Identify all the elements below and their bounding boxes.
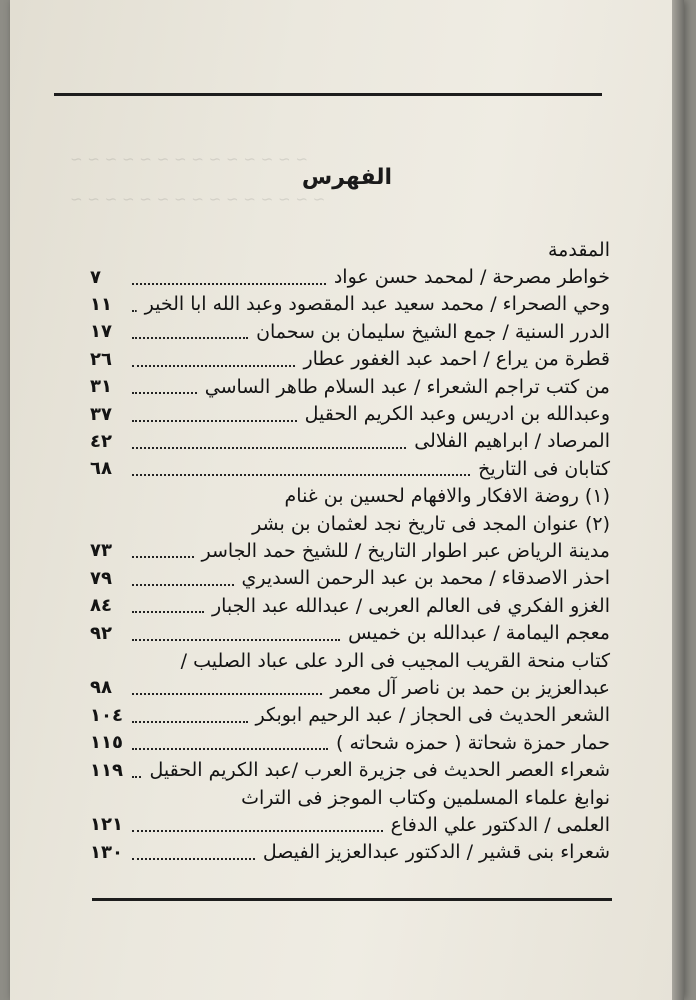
dot-leader	[132, 692, 322, 695]
toc-entry	[90, 346, 610, 373]
toc-entry-text: مدينة الرياض عبر اطوار التاريخ / للشيخ حمد الجاسر	[201, 539, 610, 562]
toc-page-number: ٧٩	[90, 567, 112, 589]
toc-page-number: ٩٢	[90, 622, 112, 644]
toc-entry	[90, 702, 610, 729]
toc-page-number: ٩٨	[90, 677, 112, 699]
toc-entry-text: كتاب منحة القريب المجيب فى الرد على عباد الصليب /	[180, 649, 610, 672]
toc-entry-text: معجم اليمامة / عبدالله بن خميس	[348, 622, 610, 645]
table-of-contents	[90, 236, 610, 866]
dot-leader	[132, 857, 255, 860]
toc-entry-text: الشعر الحديث فى الحجاز / عبد الرحيم ابوبكر	[255, 704, 610, 727]
toc-entry-text: الدرر السنية / جمع الشيخ سليمان بن سحمان	[256, 320, 610, 343]
toc-entry	[90, 263, 610, 290]
toc-page-number: ٧٣	[90, 540, 112, 562]
toc-entry	[90, 373, 610, 400]
dot-leader	[132, 419, 297, 422]
page-title: الفهرس	[301, 165, 393, 190]
toc-page-number: ٧	[90, 266, 101, 288]
toc-entry-text: وعبدالله بن ادريس وعبد الكريم الحقيل	[304, 403, 610, 426]
show-through-text: ~ ~ ~ ~ ~ ~ ~ ~ ~ ~ ~ ~ ~ ~	[70, 150, 308, 168]
toc-page-number: ١١٩	[90, 759, 123, 781]
toc-entry	[90, 784, 610, 811]
dot-leader	[132, 775, 141, 778]
toc-entry	[90, 236, 610, 263]
bottom-rule	[92, 898, 612, 901]
toc-entry	[90, 291, 610, 318]
toc-page-number: ١٠٤	[90, 704, 123, 726]
dot-leader	[132, 446, 406, 449]
toc-entry-text: المرصاد / ابراهيم الفلالى	[414, 430, 610, 453]
toc-entry-text: احذر الاصدقاء / محمد بن عبد الرحمن السديري	[241, 567, 610, 590]
toc-entry-text: حمار حمزة شحاتة ( حمزه شحاته )	[336, 731, 610, 754]
toc-entry	[90, 811, 610, 838]
dot-leader	[132, 720, 248, 723]
toc-entry	[90, 619, 610, 646]
toc-entry-text: (٢) عنوان المجد فى تاريخ نجد لعثمان بن بشر	[252, 512, 610, 535]
toc-entry-text: قطرة من يراع / احمد عبد الغفور عطار	[303, 348, 610, 371]
toc-entry-text: العلمى / الدكتور علي الدفاع	[390, 813, 610, 836]
dot-leader	[132, 336, 248, 339]
toc-page-number: ٢٦	[90, 348, 112, 370]
toc-page-number: ١١٥	[90, 732, 123, 754]
toc-entry	[90, 756, 610, 783]
page-edge	[672, 0, 684, 1000]
top-rule	[54, 93, 602, 96]
toc-entry	[90, 510, 610, 537]
toc-page-number: ٦٨	[90, 458, 112, 480]
book-page	[10, 0, 684, 1000]
toc-entry	[90, 729, 610, 756]
toc-page-number: ٤٢	[90, 430, 112, 452]
toc-entry-text: (١) روضة الافكار والافهام لحسين بن غنام	[284, 485, 610, 508]
toc-entry	[90, 318, 610, 345]
toc-page-number: ١٣٠	[90, 841, 123, 863]
toc-entry-text: شعراء العصر الحديث فى جزيرة العرب /عبد الكريم الحقيل	[149, 759, 610, 782]
toc-entry	[90, 537, 610, 564]
toc-entry	[90, 592, 610, 619]
dot-leader	[132, 282, 326, 285]
toc-entry-text: شعراء بنى قشير / الدكتور عبدالعزيز الفيصل	[262, 841, 610, 864]
dot-leader	[132, 638, 340, 641]
dot-leader	[132, 309, 137, 312]
dot-leader	[132, 829, 383, 832]
dot-leader	[132, 391, 197, 394]
toc-page-number: ١٢١	[90, 814, 123, 836]
toc-entry	[90, 428, 610, 455]
dot-leader	[132, 364, 295, 367]
toc-entry-text: نوابغ علماء المسلمين وكتاب الموجز فى التراث	[241, 786, 610, 809]
toc-entry-text: الغزو الفكري فى العالم العربى / عبدالله عبد الجبار	[211, 594, 610, 617]
dot-leader	[132, 610, 204, 613]
toc-entry-text: كتابان فى التاريخ	[478, 457, 610, 480]
toc-entry-text: عبدالعزيز بن حمد بن ناصر آل معمر	[330, 676, 610, 699]
show-through-text: ~ ~ ~ ~ ~ ~ ~ ~ ~ ~ ~ ~ ~ ~ ~	[70, 190, 326, 208]
toc-entry-text: من كتب تراجم الشعراء / عبد السلام طاهر الساسي	[204, 375, 610, 398]
toc-entry	[90, 455, 610, 482]
dot-leader	[132, 583, 234, 586]
toc-page-number: ٣٧	[90, 403, 112, 425]
toc-entry	[90, 674, 610, 701]
toc-entry	[90, 647, 610, 674]
toc-entry	[90, 839, 610, 866]
toc-page-number: ١٧	[90, 321, 112, 343]
dot-leader	[132, 747, 328, 750]
dot-leader	[132, 473, 470, 476]
toc-entry-text: المقدمة	[547, 238, 610, 261]
toc-entry-text: خواطر مصرحة / لمحمد حسن عواد	[333, 266, 610, 289]
toc-page-number: ٣١	[90, 376, 112, 398]
toc-entry	[90, 483, 610, 510]
toc-page-number: ٨٤	[90, 595, 112, 617]
dot-leader	[132, 555, 194, 558]
toc-entry	[90, 400, 610, 427]
toc-entry	[90, 565, 610, 592]
toc-page-number: ١١	[90, 293, 112, 315]
toc-entry-text: وحي الصحراء / محمد سعيد عبد المقصود وعبد الله ابا الخير	[144, 293, 610, 316]
